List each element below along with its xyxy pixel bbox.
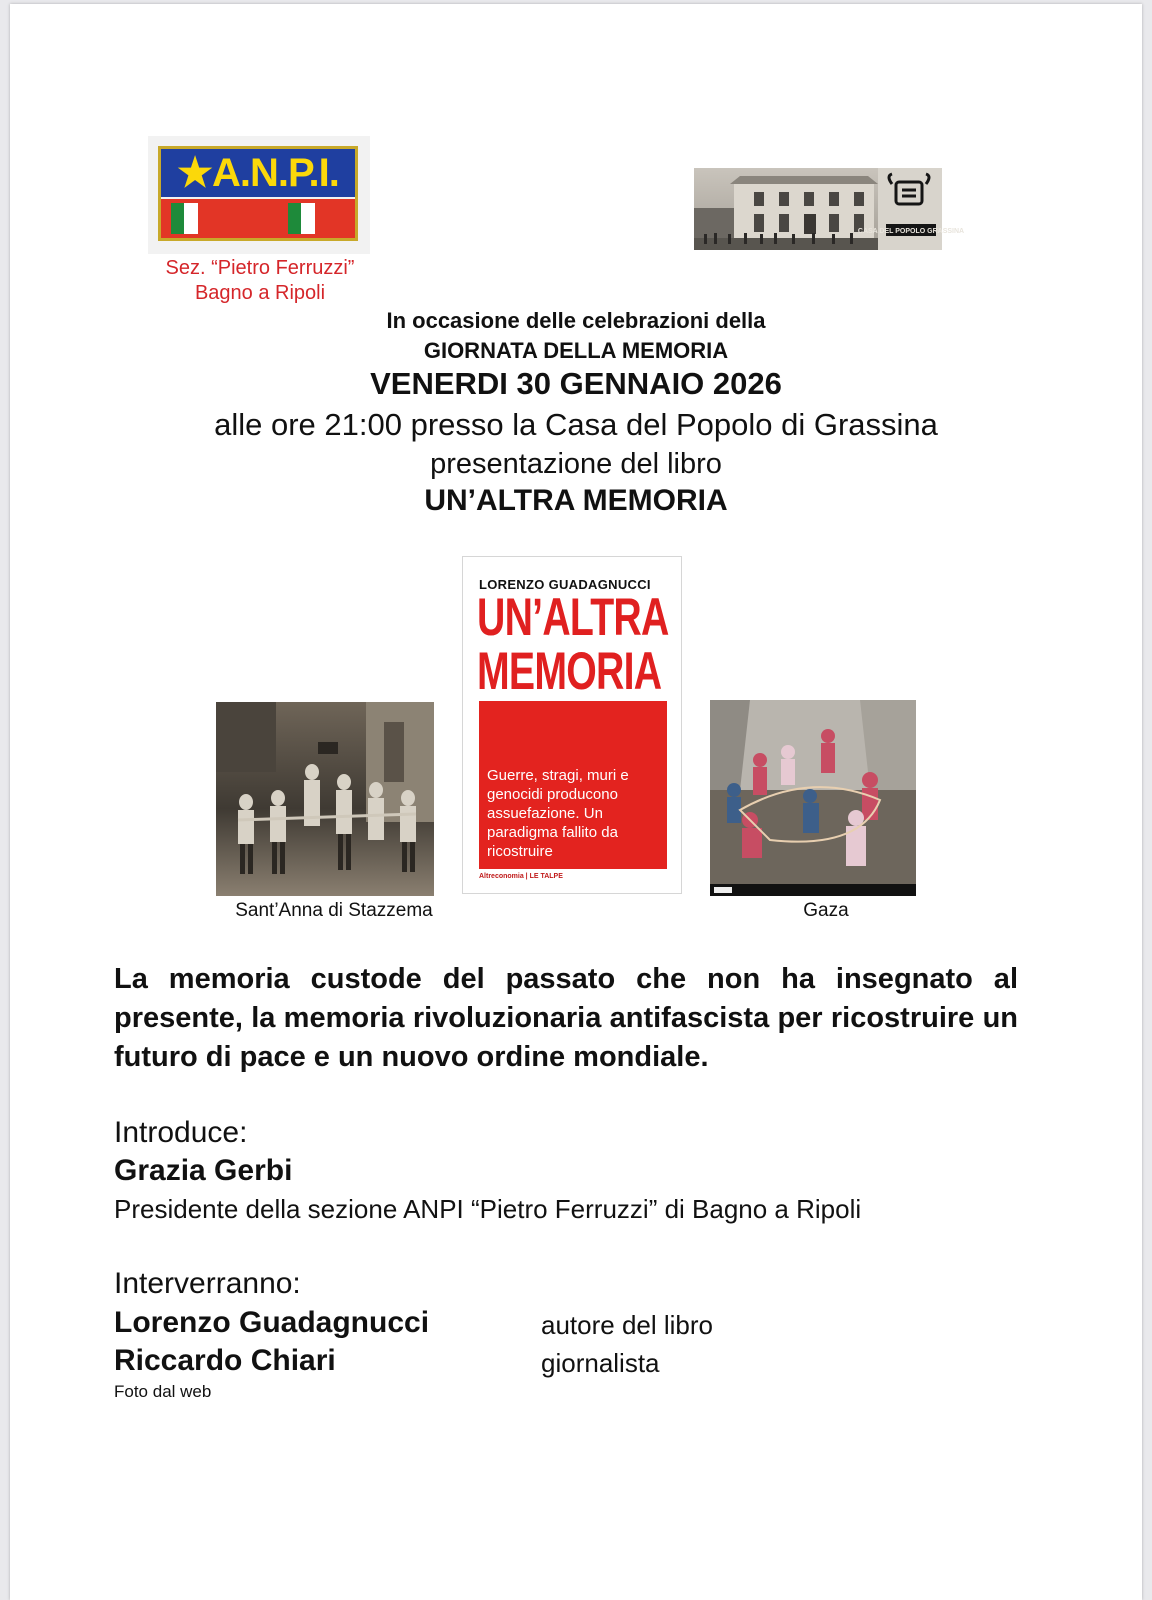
event-book-title: UN’ALTRA MEMORIA [424,484,728,517]
event-date: VENERDI 30 GENNAIO 2026 [370,366,782,401]
book-cover-title-line1: UN’ALTRA [477,588,669,647]
speaker-role: autore del libro [541,1310,713,1340]
introducer-role: Presidente della sezione ANPI “Pietro Ferruzzi” di Bagno a Ripoli [114,1194,862,1224]
event-time-place: alle ore 21:00 presso la Casa del Popolo di Grassina [214,407,938,442]
introducer-name: Grazia Gerbi [114,1154,293,1187]
book-cover [462,556,682,894]
statement-paragraph: La memoria custode del passato che non ha insegnato al presente, la memoria rivoluzionaria antifascista per ricostruire un futuro di pace e un nuovo ordine mondiale. [114,963,1018,1073]
event-presentation: presentazione del libro [430,448,722,480]
caption-gaza: Gaza [803,900,849,921]
caption-santanna: Sant’Anna di Stazzema [235,900,433,921]
anpi-logo [148,136,370,254]
book-publisher: Altreconomia | LE TALPE [479,873,563,880]
star-icon: ★ [177,151,212,195]
anpi-section [110,256,410,306]
photo-santanna [216,702,434,896]
anpi-logo-text: ★A.N.P.I. [161,149,355,197]
event-intro: In occasione delle celebrazioni della [386,308,766,333]
speaker-name: Lorenzo Guadagnucci [114,1306,430,1339]
anpi-section-name: Sez. “Pietro Ferruzzi” [165,257,355,279]
book-author: LORENZO GUADAGNUCCI [479,577,651,592]
flyer-page [10,4,1142,1600]
introduce-label: Introduce: [114,1116,248,1149]
book-cover-title-line2: MEMORIA [477,642,662,701]
book-cover-panel [479,701,667,869]
speaker-role: giornalista [541,1348,660,1378]
casa-sign-text: CASA DEL POPOLO GRASSINA [857,228,965,235]
casa-del-popolo-photo [694,168,965,250]
speakers-label: Interverranno: [114,1267,301,1300]
anpi-flag-band [161,199,355,238]
photo-gaza [710,700,916,896]
anpi-section-place: Bagno a Ripoli [194,282,326,304]
speaker-name: Riccardo Chiari [114,1344,336,1377]
book-subtitle: Guerre, stragi, muri e genocidi producono assuefazione. Un paradigma fallito da ricostruire [487,767,629,860]
event-occasion: GIORNATA DELLA MEMORIA [423,338,729,363]
photo-credits: Foto dal web [114,1382,212,1401]
